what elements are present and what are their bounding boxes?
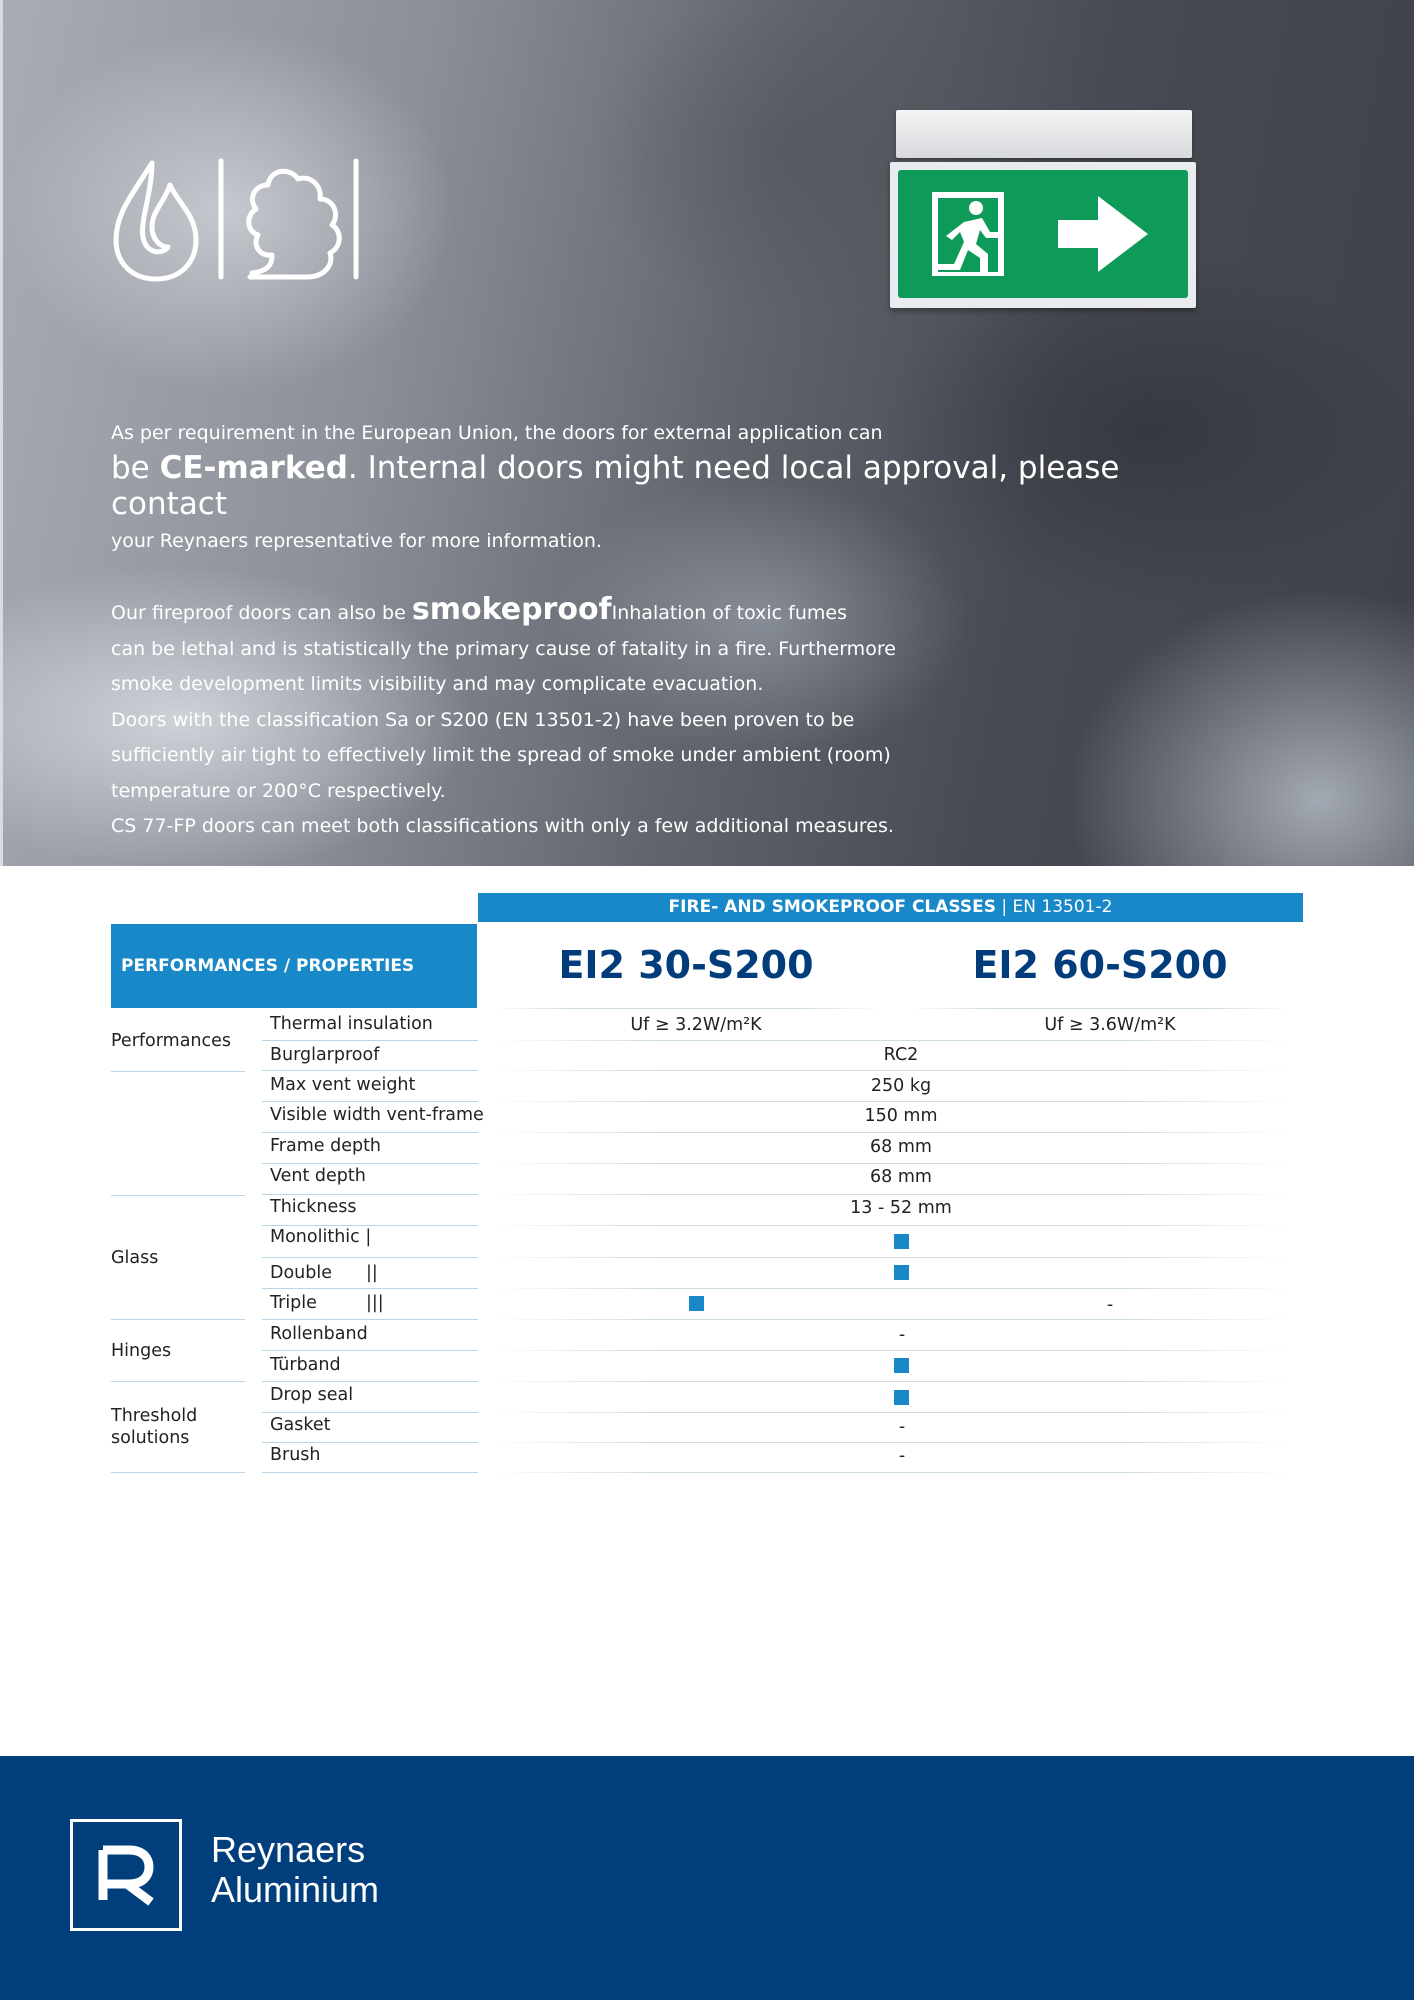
smokeproof-bold: smokeproof <box>411 592 612 627</box>
thickness-value: 13 - 52 mm <box>850 1198 952 1218</box>
double-label: Double <box>270 1263 333 1283</box>
value-divider <box>490 1101 1290 1102</box>
company-name-line1: Reynaers <box>211 1829 366 1870</box>
row-divider <box>262 1319 478 1320</box>
classes-standard: | EN 13501-2 <box>996 897 1113 917</box>
row-divider <box>262 1163 478 1164</box>
triple-mark: ||| <box>366 1293 384 1313</box>
row-divider <box>262 1101 478 1102</box>
logo-r-icon <box>73 1822 179 1928</box>
hero-text <box>111 416 1211 845</box>
ce-paragraph-line1: As per requirement in the European Union, the doors for external application can <box>111 422 883 444</box>
value-divider <box>490 1350 1290 1351</box>
row-label-turband: Türband <box>270 1355 341 1375</box>
performances-header: PERFORMANCES / PROPERTIES <box>111 924 477 1008</box>
row-label-frame-depth: Frame depth <box>270 1136 382 1156</box>
flame-icon <box>116 163 196 279</box>
row-label-vent-weight: Max vent weight <box>270 1075 416 1095</box>
triple-label: Triple <box>270 1293 317 1313</box>
turband-available-marker <box>894 1358 909 1373</box>
row-label-thermal: Thermal insulation <box>270 1014 433 1034</box>
col1-top-line <box>490 1008 882 1009</box>
row-label-thickness: Thickness <box>270 1197 357 1217</box>
value-divider <box>490 1225 1290 1226</box>
row-label-gasket: Gasket <box>270 1415 331 1435</box>
value-divider <box>490 1040 1290 1041</box>
brush-value: - <box>898 1446 906 1466</box>
thermal-value-ei2-60: Uf ≥ 3.6W/m²K <box>1044 1015 1176 1035</box>
group-glass: Glass <box>111 1248 159 1268</box>
smokeproof-line7: CS 77-FP doors can meet both classifications with only a few additional measures. <box>111 815 894 837</box>
vent-weight-value: 250 kg <box>870 1076 932 1096</box>
hero-edge <box>0 0 3 866</box>
row-divider <box>262 1381 478 1382</box>
group-threshold: Threshold solutions <box>111 1406 198 1448</box>
group-divider <box>111 1071 245 1072</box>
row-divider <box>262 1350 478 1351</box>
group-hinges: Hinges <box>111 1341 172 1361</box>
burglar-value: RC2 <box>883 1045 919 1065</box>
smokeproof-line6: temperature or 200°C respectively. <box>111 779 446 802</box>
value-divider <box>490 1194 1290 1195</box>
monolithic-available-marker <box>894 1234 909 1249</box>
smokeproof-line4: Doors with the classification Sa or S200 (EN 13501-2) have been proven to be <box>111 708 855 731</box>
exit-sign-panel <box>890 162 1196 308</box>
running-man-arrow-icon <box>898 170 1188 298</box>
company-name <box>211 1830 379 1910</box>
value-divider <box>490 1472 1290 1473</box>
value-divider <box>490 1319 1290 1320</box>
triple-ei2-60-value: - <box>1106 1295 1114 1315</box>
value-divider <box>490 1288 1290 1289</box>
group-divider <box>111 1195 245 1196</box>
fire-smoke-icon <box>112 155 362 285</box>
classes-header <box>478 893 1303 922</box>
double-available-marker <box>894 1265 909 1280</box>
smokeproof-line5: sufficiently air tight to effectively limit the spread of smoke under ambient (room) <box>111 744 891 766</box>
value-divider <box>490 1163 1290 1164</box>
column-title-ei2-30: EI2 30-S200 <box>558 943 814 987</box>
row-label-rollenband: Rollenband <box>270 1324 368 1344</box>
row-label-monolithic: Monolithic | <box>270 1227 372 1247</box>
group-divider <box>111 1381 245 1382</box>
row-divider <box>262 1472 478 1473</box>
double-mark: || <box>366 1263 378 1283</box>
row-divider <box>262 1412 478 1413</box>
group-divider <box>111 1472 245 1473</box>
smokeproof-after: Inhalation of toxic fumes <box>611 602 847 624</box>
gasket-value: - <box>898 1417 906 1437</box>
value-divider <box>490 1381 1290 1382</box>
vent-depth-value: 68 mm <box>870 1167 932 1187</box>
hero-banner <box>0 0 1414 866</box>
frame-depth-value: 68 mm <box>870 1137 932 1157</box>
row-label-vent-depth: Vent depth <box>270 1166 366 1186</box>
value-divider <box>490 1070 1290 1071</box>
row-divider <box>262 1132 478 1133</box>
visible-width-value: 150 mm <box>864 1106 938 1126</box>
row-divider <box>262 1040 478 1041</box>
row-label-visible-width: Visible width vent-frame <box>270 1105 484 1125</box>
value-divider <box>490 1257 1290 1258</box>
row-divider <box>262 1288 478 1289</box>
col2-top-line <box>910 1008 1290 1009</box>
row-label-brush: Brush <box>270 1445 321 1465</box>
rollenband-value: - <box>898 1325 906 1345</box>
thermal-value-ei2-30: Uf ≥ 3.2W/m²K <box>630 1015 762 1035</box>
exit-sign-face <box>898 170 1188 298</box>
column-title-ei2-60: EI2 60-S200 <box>972 943 1228 987</box>
classes-title: FIRE- AND SMOKEPROOF CLASSES <box>668 897 997 917</box>
emergency-exit-sign <box>890 110 1198 310</box>
row-divider <box>262 1070 478 1071</box>
triple-ei2-30-marker <box>689 1296 704 1311</box>
row-label-drop-seal: Drop seal <box>270 1385 354 1405</box>
smokeproof-paragraph <box>111 592 1011 845</box>
row-divider <box>262 1257 478 1258</box>
company-name-line2: Aluminium <box>211 1869 380 1910</box>
smokeproof-intro: Our fireproof doors can also be <box>111 602 412 624</box>
drop-seal-available-marker <box>894 1390 909 1405</box>
row-label-double <box>270 1262 480 1284</box>
value-divider <box>490 1442 1290 1443</box>
smokeproof-line3: smoke development limits visibility and may complicate evacuation. <box>111 673 764 695</box>
row-divider <box>262 1194 478 1195</box>
row-divider <box>262 1442 478 1443</box>
ce-rest: . Internal doors might need local approval, please contact <box>111 450 1120 522</box>
ce-marked-bold: CE-marked <box>159 450 348 486</box>
smoke-cloud-icon <box>249 171 340 277</box>
ce-paragraph-line2 <box>111 450 1211 522</box>
smokeproof-line2: can be lethal and is statistically the primary cause of fatality in a fire. Furthermore <box>111 637 896 660</box>
ce-be: be <box>111 450 160 486</box>
reynaers-logo <box>70 1819 182 1931</box>
ce-paragraph-line3: your Reynaers representative for more information. <box>111 530 602 552</box>
row-label-triple <box>270 1292 480 1314</box>
value-divider <box>490 1132 1290 1133</box>
row-label-burglar: Burglarproof <box>270 1045 380 1065</box>
exit-sign-housing <box>896 110 1192 158</box>
group-performances: Performances <box>111 1031 232 1051</box>
value-divider <box>490 1412 1290 1413</box>
group-divider <box>111 1319 245 1320</box>
